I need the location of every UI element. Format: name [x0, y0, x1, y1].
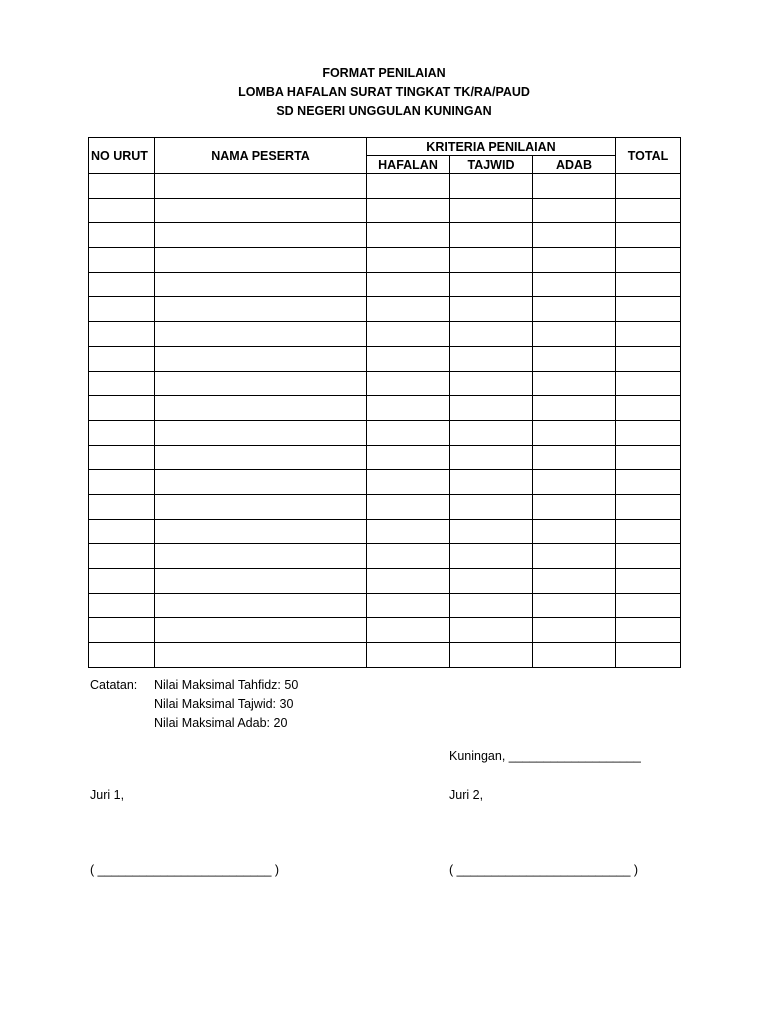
cell-tajwid[interactable] [450, 198, 533, 223]
cell-hafalan[interactable] [367, 569, 450, 594]
cell-total[interactable] [616, 174, 681, 199]
header-kriteria-penilaian: KRITERIA PENILAIAN [367, 138, 616, 156]
cell-adab[interactable] [533, 223, 616, 248]
table-row [89, 248, 681, 273]
cell-total[interactable] [616, 420, 681, 445]
title-line-1: FORMAT PENILAIAN [322, 66, 446, 80]
cell-hafalan[interactable] [367, 643, 450, 668]
cell-nama-peserta[interactable] [155, 198, 367, 223]
cell-nama-peserta[interactable] [155, 371, 367, 396]
cell-adab[interactable] [533, 569, 616, 594]
table-row [89, 445, 681, 470]
cell-tajwid[interactable] [450, 593, 533, 618]
cell-adab[interactable] [533, 371, 616, 396]
cell-nama-peserta[interactable] [155, 470, 367, 495]
cell-adab[interactable] [533, 445, 616, 470]
cell-no-urut[interactable] [89, 544, 155, 569]
cell-tajwid[interactable] [450, 420, 533, 445]
cell-tajwid[interactable] [450, 223, 533, 248]
note-item-tahfidz: Nilai Maksimal Tahfidz: 50 [154, 678, 299, 692]
table-row [89, 174, 681, 199]
cell-adab[interactable] [533, 470, 616, 495]
cell-total[interactable] [616, 248, 681, 273]
cell-total[interactable] [616, 544, 681, 569]
cell-hafalan[interactable] [367, 618, 450, 643]
cell-nama-peserta[interactable] [155, 346, 367, 371]
table-row [89, 297, 681, 322]
cell-adab[interactable] [533, 544, 616, 569]
cell-nama-peserta[interactable] [155, 643, 367, 668]
cell-total[interactable] [616, 569, 681, 594]
cell-no-urut[interactable] [89, 470, 155, 495]
cell-total[interactable] [616, 322, 681, 347]
cell-tajwid[interactable] [450, 643, 533, 668]
table-row [89, 569, 681, 594]
cell-hafalan[interactable] [367, 420, 450, 445]
cell-no-urut[interactable] [89, 643, 155, 668]
table-row [89, 223, 681, 248]
cell-adab[interactable] [533, 198, 616, 223]
cell-no-urut[interactable] [89, 396, 155, 421]
cell-total[interactable] [616, 297, 681, 322]
cell-no-urut[interactable] [89, 618, 155, 643]
cell-tajwid[interactable] [450, 618, 533, 643]
cell-adab[interactable] [533, 420, 616, 445]
judge-2-label: Juri 2, [449, 788, 484, 802]
cell-no-urut[interactable] [89, 198, 155, 223]
table-row [89, 396, 681, 421]
cell-total[interactable] [616, 593, 681, 618]
cell-nama-peserta[interactable] [155, 272, 367, 297]
cell-adab[interactable] [533, 322, 616, 347]
cell-total[interactable] [616, 618, 681, 643]
cell-nama-peserta[interactable] [155, 494, 367, 519]
cell-no-urut[interactable] [89, 445, 155, 470]
notes-label: Catatan: [90, 678, 138, 692]
cell-no-urut[interactable] [89, 593, 155, 618]
cell-adab[interactable] [533, 396, 616, 421]
cell-tajwid[interactable] [450, 346, 533, 371]
cell-nama-peserta[interactable] [155, 420, 367, 445]
cell-total[interactable] [616, 445, 681, 470]
cell-no-urut[interactable] [89, 519, 155, 544]
cell-no-urut[interactable] [89, 420, 155, 445]
header-adab: ADAB [533, 156, 616, 174]
cell-total[interactable] [616, 643, 681, 668]
table-row [89, 519, 681, 544]
cell-tajwid[interactable] [450, 371, 533, 396]
cell-nama-peserta[interactable] [155, 223, 367, 248]
cell-total[interactable] [616, 346, 681, 371]
cell-adab[interactable] [533, 618, 616, 643]
cell-tajwid[interactable] [450, 569, 533, 594]
cell-no-urut[interactable] [89, 494, 155, 519]
cell-hafalan[interactable] [367, 297, 450, 322]
document-title [0, 64, 768, 121]
cell-nama-peserta[interactable] [155, 618, 367, 643]
cell-adab[interactable] [533, 643, 616, 668]
table-row [89, 371, 681, 396]
judge-2-signature-line: ( _________________________ ) [449, 863, 639, 877]
cell-no-urut[interactable] [89, 569, 155, 594]
cell-no-urut[interactable] [89, 223, 155, 248]
cell-tajwid[interactable] [450, 174, 533, 199]
cell-adab[interactable] [533, 174, 616, 199]
cell-tajwid[interactable] [450, 445, 533, 470]
cell-nama-peserta[interactable] [155, 544, 367, 569]
cell-hafalan[interactable] [367, 593, 450, 618]
header-total: TOTAL [616, 138, 681, 174]
cell-nama-peserta[interactable] [155, 248, 367, 273]
judge-1-signature-line: ( _________________________ ) [90, 863, 280, 877]
cell-hafalan[interactable] [367, 544, 450, 569]
table-row [89, 593, 681, 618]
note-item-tajwid: Nilai Maksimal Tajwid: 30 [154, 697, 294, 711]
cell-no-urut[interactable] [89, 322, 155, 347]
cell-adab[interactable] [533, 593, 616, 618]
cell-tajwid[interactable] [450, 297, 533, 322]
cell-no-urut[interactable] [89, 371, 155, 396]
table-row [89, 272, 681, 297]
cell-total[interactable] [616, 494, 681, 519]
cell-hafalan[interactable] [367, 198, 450, 223]
table-row [89, 322, 681, 347]
cell-hafalan[interactable] [367, 322, 450, 347]
table-row [89, 198, 681, 223]
header-nama-peserta: NAMA PESERTA [155, 138, 367, 174]
cell-adab[interactable] [533, 519, 616, 544]
cell-nama-peserta[interactable] [155, 445, 367, 470]
cell-tajwid[interactable] [450, 519, 533, 544]
judge-1-label: Juri 1, [90, 788, 125, 802]
cell-nama-peserta[interactable] [155, 519, 367, 544]
note-item-adab: Nilai Maksimal Adab: 20 [154, 716, 288, 730]
cell-tajwid[interactable] [450, 494, 533, 519]
cell-hafalan[interactable] [367, 272, 450, 297]
cell-tajwid[interactable] [450, 248, 533, 273]
cell-hafalan[interactable] [367, 494, 450, 519]
cell-tajwid[interactable] [450, 396, 533, 421]
cell-nama-peserta[interactable] [155, 593, 367, 618]
cell-no-urut[interactable] [89, 297, 155, 322]
cell-hafalan[interactable] [367, 174, 450, 199]
cell-total[interactable] [616, 198, 681, 223]
cell-hafalan[interactable] [367, 519, 450, 544]
cell-nama-peserta[interactable] [155, 396, 367, 421]
cell-hafalan[interactable] [367, 223, 450, 248]
table-row [89, 346, 681, 371]
place-date-line: Kuningan, ___________________ [449, 749, 641, 763]
cell-total[interactable] [616, 272, 681, 297]
cell-hafalan[interactable] [367, 346, 450, 371]
cell-total[interactable] [616, 223, 681, 248]
cell-hafalan[interactable] [367, 396, 450, 421]
cell-no-urut[interactable] [89, 272, 155, 297]
title-line-2: LOMBA HAFALAN SURAT TINGKAT TK/RA/PAUD [238, 85, 530, 99]
cell-no-urut[interactable] [89, 346, 155, 371]
cell-tajwid[interactable] [450, 322, 533, 347]
header-hafalan: HAFALAN [367, 156, 450, 174]
score-table [88, 137, 681, 668]
table-row [89, 618, 681, 643]
cell-nama-peserta[interactable] [155, 569, 367, 594]
notes-list [154, 676, 454, 733]
cell-total[interactable] [616, 470, 681, 495]
cell-adab[interactable] [533, 346, 616, 371]
cell-hafalan[interactable] [367, 371, 450, 396]
cell-tajwid[interactable] [450, 272, 533, 297]
cell-total[interactable] [616, 519, 681, 544]
cell-nama-peserta[interactable] [155, 297, 367, 322]
header-no-urut: NO URUT [89, 138, 155, 174]
table-row [89, 494, 681, 519]
cell-adab[interactable] [533, 297, 616, 322]
cell-hafalan[interactable] [367, 445, 450, 470]
cell-nama-peserta[interactable] [155, 322, 367, 347]
cell-total[interactable] [616, 371, 681, 396]
table-row [89, 544, 681, 569]
title-line-3: SD NEGERI UNGGULAN KUNINGAN [276, 104, 492, 118]
cell-tajwid[interactable] [450, 544, 533, 569]
cell-adab[interactable] [533, 248, 616, 273]
table-row [89, 643, 681, 668]
cell-adab[interactable] [533, 272, 616, 297]
header-tajwid: TAJWID [450, 156, 533, 174]
table-row [89, 420, 681, 445]
table-row [89, 470, 681, 495]
cell-total[interactable] [616, 396, 681, 421]
cell-tajwid[interactable] [450, 470, 533, 495]
cell-nama-peserta[interactable] [155, 174, 367, 199]
cell-adab[interactable] [533, 494, 616, 519]
cell-no-urut[interactable] [89, 248, 155, 273]
cell-no-urut[interactable] [89, 174, 155, 199]
table-body [89, 174, 681, 668]
cell-hafalan[interactable] [367, 470, 450, 495]
cell-hafalan[interactable] [367, 248, 450, 273]
